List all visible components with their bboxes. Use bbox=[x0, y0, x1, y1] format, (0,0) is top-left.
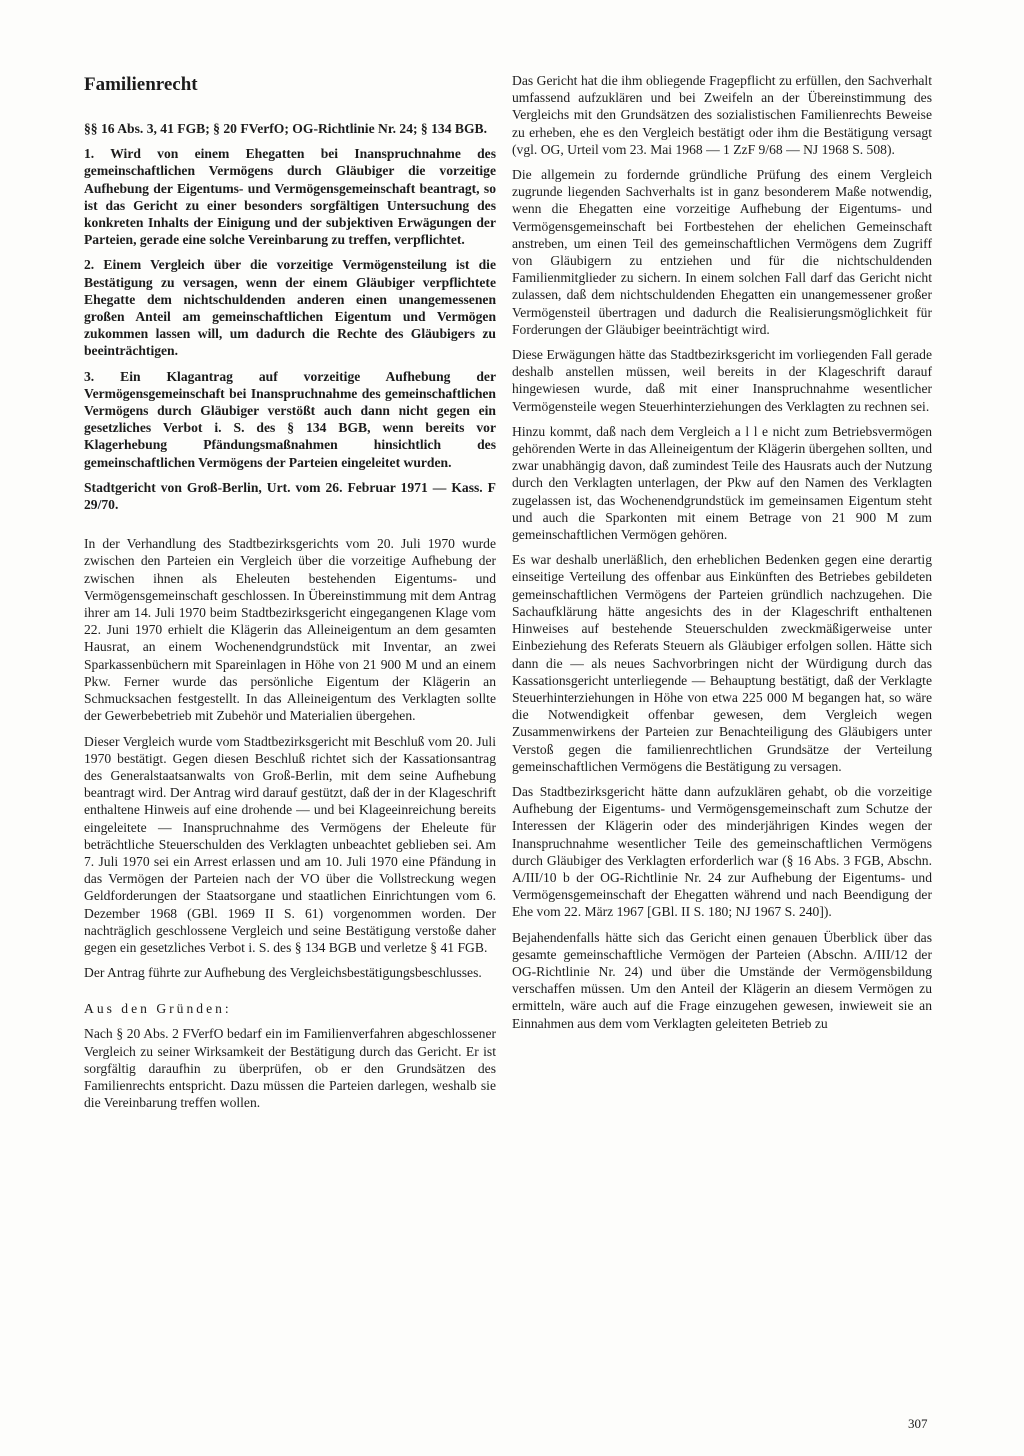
facts-paragraph-3: Der Antrag führte zur Aufhebung des Vergleichsbestätigungsbeschlusses. bbox=[84, 965, 482, 981]
reasons-paragraph-5: Hinzu kommt, daß nach dem Vergleich a l l e nicht zum Betriebsvermögen gehörenden Werte in das Alleineigentum der Klägerin übergehen sollten, und zwar unabhängig davon, daß zumindest Teile des Hausrats auch der Nutzung durch den Verklagten unterlagen, der Pkw auf den Namen des Verklagten zugelassen ist, das Wochenendgrundstück im gemeinsamen Eigentum steht und auch die Sparkonten mit einem Betrage von 21 900 M zum gemeinschaftlichen Vermögen gehören. bbox=[512, 423, 932, 543]
headnote-2: 2. Einem Vergleich über die vorzeitige Vermögensteilung ist die Bestätigung zu versagen, wenn der einem Gläubiger verpflichtete Ehegatte dem nichtschuldenden anderen einen unangemessenen großen Anteil am gemeinschaftlichen Eigentum und Vermögen zukommen lassen will, um dadurch die Rechte des Gläubigers zu beeinträchtigen. bbox=[84, 257, 496, 359]
reasons-paragraph-2: Das Gericht hat die ihm obliegende Fragepflicht zu erfüllen, den Sachverhalt umfassend aufzuklären und bei Zweifeln an der Übereinstimmung des Vergleichs mit den Grundsätzen des sozialistischen Familienrechts Beweise zu erheben, ehe es den Vergleich bestätigt oder ihm die Bestätigung versagt (vgl. OG, Urteil vom 23. Mai 1968 — 1 ZzF 9/68 — NJ 1968 S. 508). bbox=[512, 73, 932, 157]
facts-paragraph-1: In der Verhandlung des Stadtbezirksgerichts vom 20. Juli 1970 wurde zwischen den Parteien ein Vergleich über die vorzeitige Aufhebung der zwischen ihnen als Eheleuten bestehenden Eigentums- und Vermögensgemeinschaft geschlossen. In Übereinstimmung mit dem Antrag ihrer am 14. Juli 1970 beim Stadtbezirksgericht eingegangenen Klage vom 22. Juni 1970 erhielt die Klägerin das Alleineigentum an dem gesamten Hausrat, an einem Wochenendgrundstück mit Inventar, an zwei Sparkassenbüchern mit Spareinlagen in Höhe von 21 900 M und an einem Pkw. Ferner wurde das persönliche Eigentum der Klägerin an Schmucksachen festgestellt. In das Alleineigentum des Verklagten sollte der Gewerbebetrieb mit Zubehör und Materialien übergehen. bbox=[84, 536, 496, 724]
section-heading: Familienrecht bbox=[84, 74, 198, 95]
reasons-paragraph-3: Die allgemein zu fordernde gründliche Prüfung des einem Vergleich zugrunde liegenden Sachverhalts ist in ganz besonderem Maße notwendig, wenn die Ehegatten eine vorzeitige Aufhebung der Eigentums- und Vermögensgemeinschaft bei Fortbestehen der ehelichen Gemeinschaft anstreben, um einen Teil des gemeinschaftlichen Vermögens dem Zugriff von Gläubigern zu entziehen und für die nichtschuldenden Familienmitglieder zu sichern. In einem solchen Fall darf das Gericht nicht zulassen, daß dem nichtschuldenden Ehegatten ein unangemessener großer Vermögensteil übertragen und dadurch die Realisierungsmöglichkeit für Forderungen der Gläubiger beeinträchtigt wird. bbox=[512, 167, 932, 337]
reasons-paragraph-6: Es war deshalb unerläßlich, den erheblichen Bedenken gegen eine derartig einseitige Verteilung des offenbar aus Einkünften des Betriebes gebildeten gemeinschaftlichen Vermögens der Parteien gründlich nachzugehen. Die Sachaufklärung hätte angesichts des in der Klageschrift enthaltenen Hinweises auf bestehende Steuerschulden zweckmäßigerweise unter Einbeziehung des Referats Steuern als Gläubiger erfolgen sollen. Hätte sich dann die — als neues Sachvorbringen nicht der Würdigung durch das Kassationsgericht unterliegende — Behauptung bestätigt, daß der Verklagte Steuerhinterziehungen in Höhe von etwa 225 000 M begangen hat, so wäre die Notwendigkeit offenbar gewesen, dem Vergleich wegen Zusammenwirkens der Parteien zur Benachteiligung des Gläubigers unter Verstoß gegen die familienrechtlichen Grundsätze der Verteilung gemeinschaftlichen Vermögens die Bestätigung zu versagen. bbox=[512, 552, 932, 774]
right-column bbox=[512, 72, 932, 1040]
reasons-paragraph-4: Diese Erwägungen hätte das Stadtbezirksgericht im vorliegenden Fall gerade deshalb anstellen müssen, weil bereits in der Klageschrift darauf hingewiesen wurde, daß mit einer Inanspruchnahme wesentlicher Vermögensteile wegen Steuerhinterziehungen des Verklagten zu rechnen sei. bbox=[512, 347, 932, 414]
reasons-heading: Aus den Gründen: bbox=[84, 1001, 232, 1017]
page-number: 307 bbox=[908, 1416, 928, 1431]
headnote-3: 3. Ein Klagantrag auf vorzeitige Aufhebung der Vermögensgemeinschaft bei Inanspruchnahme des gemeinschaftlichen Vermögens durch Gläubiger verstößt auch dann nicht gegen ein gesetzliches Verbot i. S. des § 134 BGB, wenn bereits vor Klagerhebung Pfändungsmaßnahmen hinsichtlich des gemeinschaftlichen Vermögens der Parteien eingeleitet wurden. bbox=[84, 368, 496, 470]
left-column bbox=[84, 74, 496, 1119]
legal-norms: §§ 16 Abs. 3, 41 FGB; § 20 FVerfO; OG-Richtlinie Nr. 24; § 134 BGB. bbox=[84, 121, 488, 136]
court-citation: Stadtgericht von Groß-Berlin, Urt. vom 26. Februar 1971 — Kass. F 29/70. bbox=[84, 479, 496, 513]
reasons-paragraph-8: Bejahendenfalls hätte sich das Gericht einen genauen Überblick über das gesamte gemeinschaftliche Vermögen der Parteien (Abschn. A/III/12 der OG-Richtlinie Nr. 24) und über die Umstände der Vermögensbildung verschaffen müssen. Um den Anteil der Klägerin an diesem Vermögen zu ermitteln, wäre auch auf die Frage einzugehen gewesen, inwieweit sie an Einnahmen aus dem vom Verklagten geleiteten Betrieb zu bbox=[512, 929, 932, 1031]
reasons-paragraph-7: Das Stadtbezirksgericht hätte dann aufzuklären gehabt, ob die vorzeitige Aufhebung der Eigentums- und Vermögensgemeinschaft zum Schutze der Interessen der Klägerin oder des minderjährigen Kindes wegen der Inanspruchnahme wesentlicher Teile des gemeinschaftlichen Vermögens durch Gläubiger des Verklagten erforderlich war (§ 16 Abs. 3 FGB, Abschn. A/III/10 b der OG-Richtlinie Nr. 24 zur Aufhebung der Eigentums- und Vermögensgemeinschaft der Ehegatten während und nach Beendigung der Ehe vom 22. März 1967 [GBl. II S. 180; NJ 1967 S. 240]). bbox=[512, 783, 932, 920]
reasons-paragraph-1: Nach § 20 Abs. 2 FVerfO bedarf ein im Familienverfahren abgeschlossener Vergleich zu seiner Wirksamkeit der Bestätigung durch das Gericht. Er ist sorgfältig daraufhin zu überprüfen, ob er den Grundsätzen des Familienrechts entspricht. Dazu müssen die Parteien darlegen, weshalb sie die Vereinbarung treffen wollen. bbox=[84, 1026, 496, 1111]
facts-paragraph-2: Dieser Vergleich wurde vom Stadtbezirksgericht mit Beschluß vom 20. Juli 1970 bestätigt. Gegen diesen Beschluß richtet sich der Kassationsantrag des Generalstaatsanwalts von Groß-Berlin, mit dem seine Aufhebung beantragt wird. Der Antrag wird darauf gestützt, daß der in der Klageschrift enthaltene Hinweis auf eine drohende — und bei Klageeinreichung bereits eingeleitete — Inanspruchnahme des Vermögens der Eheleute für beträchtliche Steuerschulden des Verklagten unbeachtet geblieben sei. Am 7. Juli 1970 sei ein Arrest erlassen und am 10. Juli 1970 eine Pfändung in das Vermögen der Parteien nach der VO über die Vollstreckung wegen Geldforderungen der Staatsorgane und staatlichen Einrichtungen vom 6. Dezember 1968 (GBl. 1969 II S. 61) vorgenommen worden. Der nachträglich geschlossene Vergleich und seine Bestätigung verstoße daher gegen ein gesetzliches Verbot i. S. des § 134 BGB und verletze § 41 FGB. bbox=[84, 733, 496, 955]
headnote-1: 1. Wird von einem Ehegatten bei Inanspruchnahme des gemeinschaftlichen Vermögens durch Gläubiger die vorzeitige Aufhebung der Eigentums- und Vermögensgemeinschaft beantragt, so ist das Gericht zu einer besonders sorgfältigen Untersuchung des konkreten Inhalts der Einigung und der subjektiven Erwägungen der Parteien, gerade eine solche Vereinbarung zu treffen, verpflichtet. bbox=[84, 146, 496, 248]
